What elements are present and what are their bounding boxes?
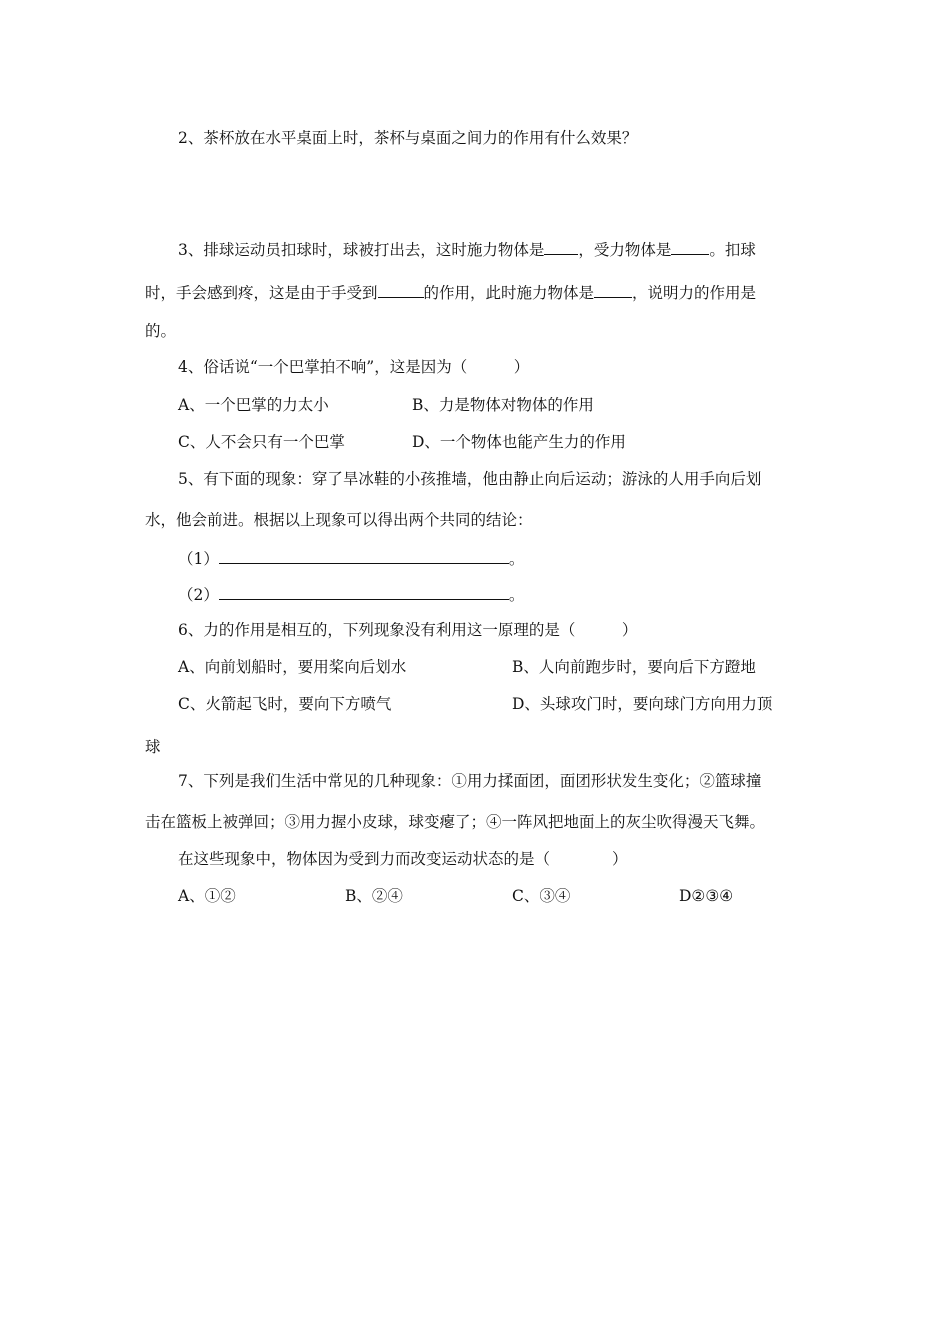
q5-conclusion-1: （1） 。 — [178, 547, 524, 569]
blank-conclusion-1[interactable] — [219, 547, 509, 564]
q4-option-c[interactable]: C、人不会只有一个巴掌 — [178, 433, 345, 451]
question-6-stem: 6、力的作用是相互的，下列现象没有利用这一原理的是（ ） — [178, 621, 638, 639]
blank-applier-2[interactable] — [594, 281, 632, 298]
question-3-line-3: 的。 — [145, 322, 177, 340]
q5-conclusion-2: （2） 。 — [178, 583, 524, 605]
question-7-stem-2: 击在篮板上被弹回；③用力握小皮球，球变瘪了；④一阵风把地面上的灰尘吹得漫天飞舞。 — [145, 813, 766, 831]
q4-option-b[interactable]: B、力是物体对物体的作用 — [412, 396, 594, 414]
q6-option-a[interactable]: A、向前划船时，要用桨向后划水 — [178, 658, 407, 676]
question-7-stem-1: 7、下列是我们生活中常见的几种现象：①用力揉面团，面团形状发生变化；②篮球撞 — [178, 772, 762, 790]
q6-option-d[interactable]: D、头球攻门时，要向球门方向用力顶 — [512, 695, 773, 713]
q7-option-a[interactable]: A、①② — [178, 887, 236, 905]
blank-applier[interactable] — [544, 238, 578, 255]
question-5-stem-1: 5、有下面的现象：穿了旱冰鞋的小孩推墙，他由静止向后运动；游泳的人用手向后划 — [178, 470, 762, 488]
question-3-line-2: 时，手会感到疼，这是由于手受到 的作用，此时施力物体是 ，说明力的作用是 — [145, 281, 756, 303]
blank-receiver[interactable] — [671, 238, 709, 255]
q7-option-d[interactable]: D②③④ — [679, 887, 734, 905]
q4-option-d[interactable]: D、一个物体也能产生力的作用 — [412, 433, 626, 451]
question-3-line-1: 3、排球运动员扣球时，球被打出去，这时施力物体是 ，受力物体是 。扣球 — [178, 238, 756, 260]
blank-force-source[interactable] — [378, 281, 424, 298]
blank-conclusion-2[interactable] — [219, 583, 509, 600]
question-4-stem: 4、俗话说“一个巴掌拍不响”，这是因为（ ） — [178, 358, 530, 376]
q6-option-d-wrap: 球 — [145, 738, 161, 756]
q6-option-b[interactable]: B、人向前跑步时，要向后下方蹬地 — [512, 658, 756, 676]
q7-option-b[interactable]: B、②④ — [345, 887, 403, 905]
question-7-stem-3: 在这些现象中，物体因为受到力而改变运动状态的是（ ） — [178, 850, 628, 868]
q4-option-a[interactable]: A、一个巴掌的力太小 — [178, 396, 329, 414]
question-2: 2、茶杯放在水平桌面上时，茶杯与桌面之间力的作用有什么效果？ — [178, 129, 638, 147]
q6-option-c[interactable]: C、火箭起飞时，要向下方喷气 — [178, 695, 392, 713]
q7-option-c[interactable]: C、③④ — [512, 887, 571, 905]
question-5-stem-2: 水，他会前进。根据以上现象可以得出两个共同的结论： — [145, 511, 533, 529]
